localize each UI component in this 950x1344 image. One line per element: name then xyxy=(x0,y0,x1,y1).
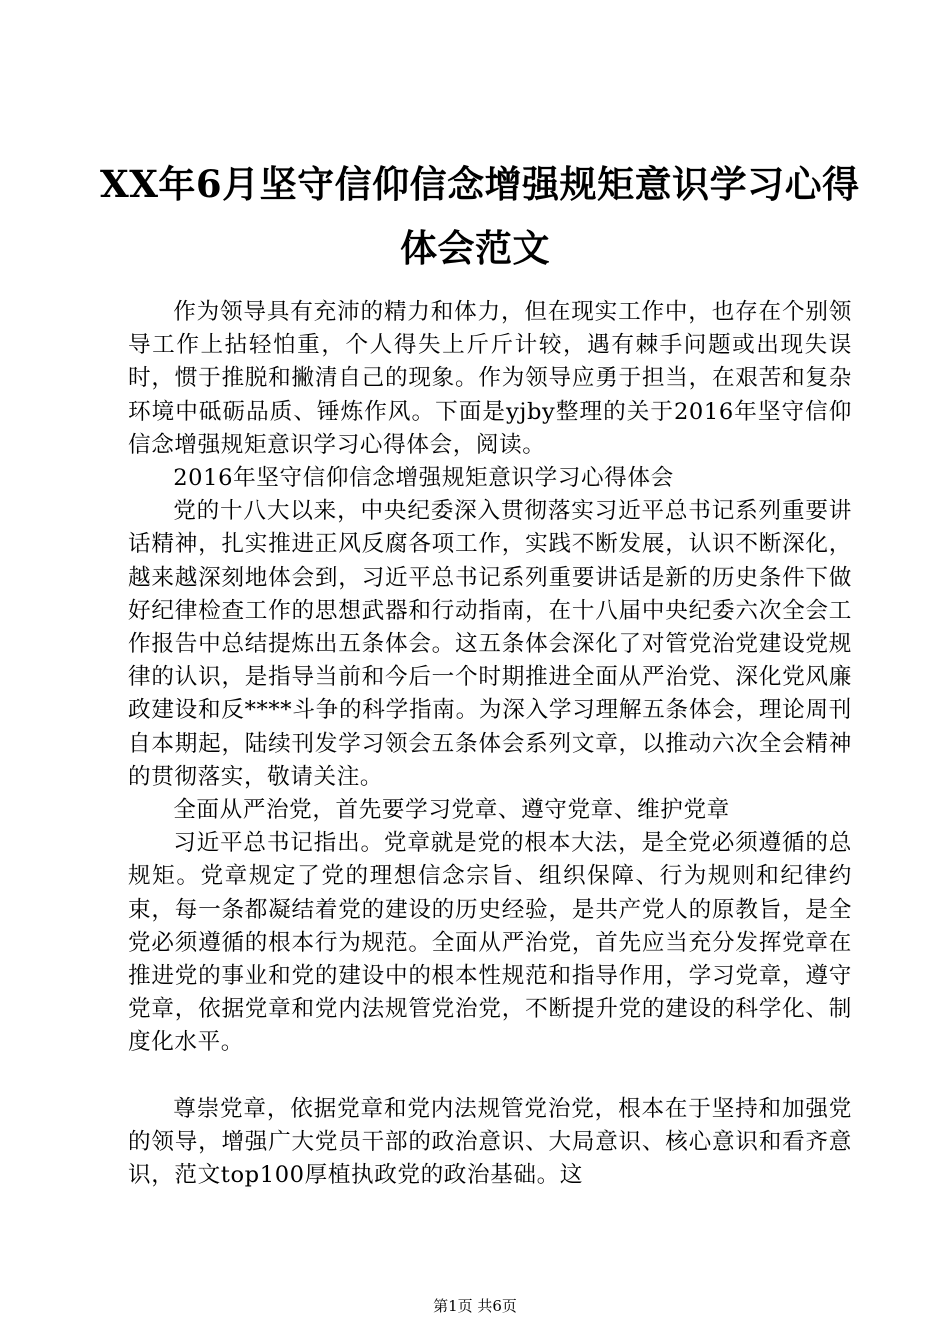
paragraph-subtitle: 2016年坚守信仰信念增强规矩意识学习心得体会 xyxy=(173,465,674,492)
paragraph-background: 党的十八大以来，中央纪委深入贯彻落实习近平总书记系列重要讲话精神，扎实推进正风反腐各项工作，实践不断发展，认识不断深化，越来越深刻地体会到，习近平总书记系列重要讲话是新的历史条件下做好纪律检查工作的思想武器和行动指南，在十八届中央纪委六次全会工作报告中总结提炼出五条体会。这五条体会深化了对管党治党建设党规律的认识，是指导当前和今后一个时期推进全面从严治党、深化党风廉政建设和反****斗争的科学指南。为深入学习理解五条体会，理论周刊自本期起，陆续刊发学习领会五条体会系列文章，以推动六次全会精神的贯彻落实，敬请关注。 xyxy=(128,498,852,790)
page-footer: 第1页 共6页 xyxy=(433,1297,517,1315)
document-title-line-1: XX年6月坚守信仰信念增强规矩意识学习心得 xyxy=(100,162,860,206)
section-heading: 全面从严治党，首先要学习党章、遵守党章、维护党章 xyxy=(173,797,730,824)
document-title-line-2: 体会范文 xyxy=(400,226,550,270)
paragraph-party-constitution: 习近平总书记指出。党章就是党的根本大法，是全党必须遵循的总规矩。党章规定了党的理想信念宗旨、组织保障、行为规则和纪律约束，每一条都凝结着党的建设的历史经验，是共产党人的原教旨，是全党必须遵循的根本行为规范。全面从严治党，首先应当充分发挥党章在推进党的事业和党的建设中的根本性规范和指导作用，学习党章，遵守党章，依据党章和党内法规管党治党，不断提升党的建设的科学化、制度化水平。 xyxy=(128,830,852,1056)
paragraph-respect-constitution: 尊崇党章，依据党章和党内法规管党治党，根本在于坚持和加强党的领导，增强广大党员干部的政治意识、大局意识、核心意识和看齐意识，范文top100厚植执政党的政治基础。这 xyxy=(128,1095,852,1189)
paragraph-intro: 作为领导具有充沛的精力和体力，但在现实工作中，也存在个别领导工作上拈轻怕重，个人得失上斤斤计较，遇有棘手问题或出现失误时，惯于推脱和撇清自己的现象。作为领导应勇于担当，在艰苦和复杂环境中砥砺品质、锤炼作风。下面是yjby整理的关于2016年坚守信仰信念增强规矩意识学习心得体会，阅读。 xyxy=(128,299,852,458)
document-body xyxy=(128,296,852,1192)
